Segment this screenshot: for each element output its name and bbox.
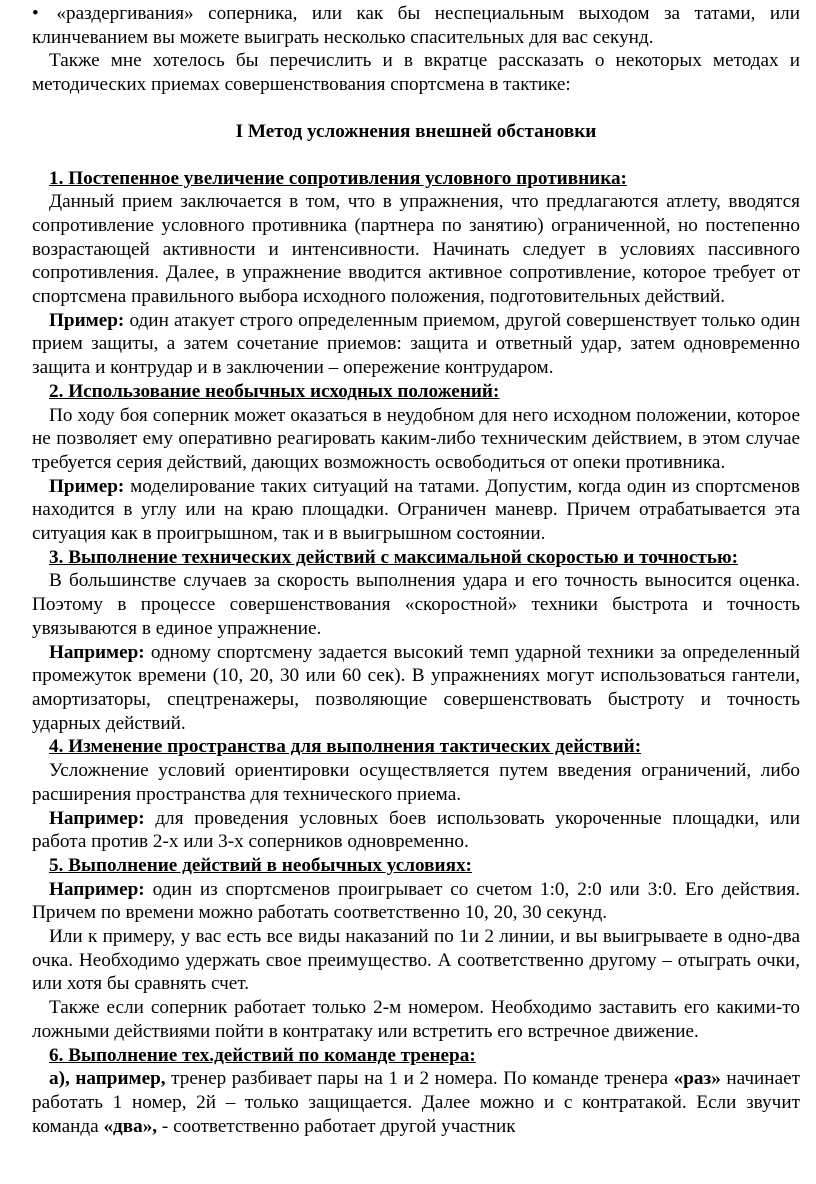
intro-paragraph: Также мне хотелось бы перечислить и в вкратце рассказать о некоторых методах и методических приемах совершенствования спортсмена в тактике:: [32, 50, 800, 96]
item-6-a-text-2: начинает работать 1 номер, 2й – только защищается. Далее можно и с контратакой. Если звучит команда: [32, 1068, 800, 1137]
item-6-command-1: «раз»: [673, 1068, 721, 1090]
item-2-example-text: моделирование таких ситуаций на татами. Допустим, когда один из спортсменов находится в углу или на краю площадки. Ограничен маневр. Причем отрабатывается эта ситуация как в проигрышном, так и в выигрышном состоянии.: [32, 475, 800, 545]
item-3-example-text: одному спортсмену задается высокий темп ударной техники за определенный промежуток времени (10, 20, 30 или 60 сек). В упражнениях могут использоваться гантели, амортизаторы, спецтренажеры, позволяющие совершенствовать быстроту и точность ударных действий.: [32, 641, 800, 734]
item-3-body: В большинстве случаев за скорость выполнения удара и его точность выносится оценка. Поэтому в процессе совершенствования «скоростной» техники быстрота и точность увязываются в единое упражнение.: [32, 570, 800, 639]
item-1-heading: 1. Постепенное увеличение сопротивления условного противника:: [49, 167, 627, 189]
item-6-a-text-1: тренер разбивает пары на 1 и 2 номера. По команде тренера: [165, 1068, 674, 1090]
item-6-heading: 6. Выполнение тех.действий по команде тренера:: [49, 1044, 476, 1066]
item-5-example-text: один из спортсменов проигрывает со счетом 1:0, 2:0 или 3:0. Его действия. Причем по времени можно работать соответственно 10, 20, 30 секунд.: [32, 878, 800, 924]
item-2-heading: 2. Использование необычных исходных положений:: [49, 380, 500, 402]
item-3-example: [32, 641, 800, 736]
item-3-heading: 3. Выполнение технических действий с максимальной скоростью и точностью:: [49, 546, 739, 568]
item-1-example: [32, 309, 800, 380]
item-1-example-label: Пример:: [49, 309, 125, 331]
item-5-example: [32, 878, 800, 925]
section-title: I Метод усложнения внешней обстановки: [235, 120, 597, 142]
item-4-example-label: Например:: [49, 807, 145, 829]
item-4-example: [32, 807, 800, 854]
intro-bullet-text: «раздергивания» соперника, или как бы неспециальным выходом за татами, или клинчеванием вы можете выиграть несколько спасительных для вас секунд.: [32, 3, 800, 48]
bullet-icon: •: [32, 3, 39, 24]
item-5-paragraph-2: Или к примеру, у вас есть все виды наказаний по 1и 2 линии, и вы выигрываете в одно-два очка. Необходимо удержать свое преимущество. А соответственно другому – отыграть очки, или хотя бы сравнять счет.: [32, 926, 800, 995]
item-6-a-label: а), например,: [49, 1068, 166, 1090]
item-2-example-label: Пример:: [49, 475, 125, 497]
item-6-command-2: «два»,: [103, 1115, 158, 1137]
item-5-paragraph-3: Также если соперник работает только 2-м номером. Необходимо заставить его какими-то ложными действиями пойти в контратаку или встретить его встречное движение.: [32, 997, 800, 1042]
item-5-example-label: Например:: [49, 878, 145, 900]
item-1-body: Данный прием заключается в том, что в упражнения, что предлагаются атлету, вводятся сопротивление условного противника (партнера по занятию) ограниченной, но постепенно возрастающей активности и интенсивности. Начинать следует в условиях пассивного сопротивления. Далее, в упражнение вводится активное сопротивление, которое требует от спортсмена правильного выбора исходного положения, подготовительных действий.: [32, 191, 800, 308]
item-6-a-text-3: - соответственно работает другой участник: [157, 1115, 516, 1137]
item-4-heading: 4. Изменение пространства для выполнения тактических действий:: [49, 736, 642, 758]
item-6-paragraph-a: [32, 1067, 800, 1138]
item-4-example-text: для проведения условных боев использовать укороченные площадки, или работа против 2-х или 3-х соперников одновременно.: [32, 807, 800, 853]
item-3-example-label: Например:: [49, 641, 145, 663]
item-2-body: По ходу боя соперник может оказаться в неудобном для него исходном положении, которое не позволяет ему оперативно реагировать каким-либо техническим действием, в этом случае требуется серия действий, дающих возможность освободиться от опеки противника.: [32, 404, 800, 473]
item-4-body: Усложнение условий ориентировки осуществляется путем введения ограничений, либо расширения пространства для технического приема.: [32, 760, 800, 805]
item-1-example-text: один атакует строго определенным приемом, другой совершенствует только один прием защиты, а затем сочетание приемов: защита и ответный удар, затем одновременно защита и контрудар и в заключении – опережение контрударом.: [32, 309, 800, 379]
item-5-heading: 5. Выполнение действий в необычных условиях:: [49, 854, 472, 876]
intro-bullet: [32, 2, 800, 49]
item-2-example: [32, 475, 800, 546]
